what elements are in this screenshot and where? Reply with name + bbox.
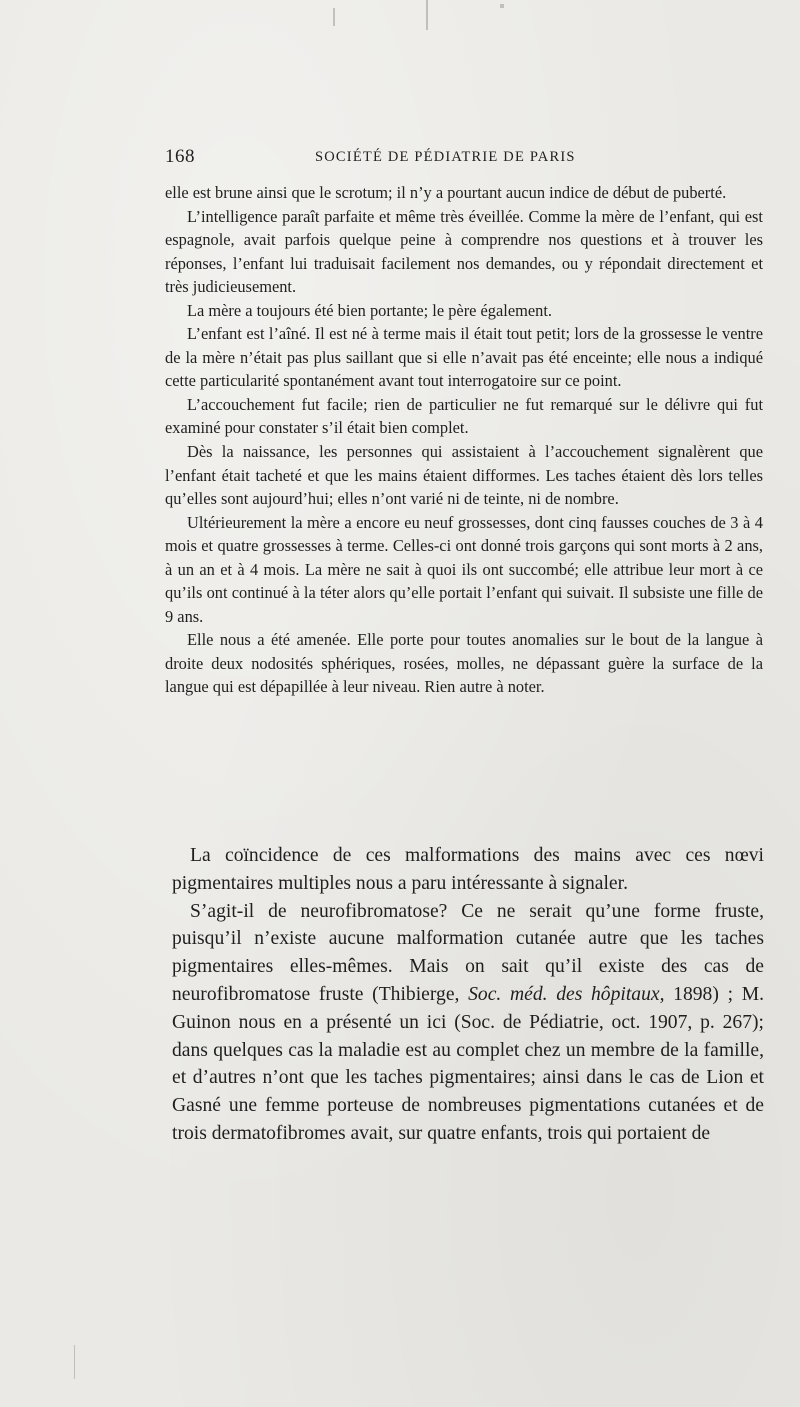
paragraph: La coïncidence de ces malformations des mains avec ces nœvi pigmentaires multiples nous a paru intéressante à signaler.: [172, 845, 764, 894]
paragraph: L’accouchement fut facile; rien de particulier ne fut remarqué sur le délivre qui fut examiné pour constater s’il était bien complet.: [165, 394, 763, 438]
citation-journal: Soc. méd. des hôpitaux,: [468, 983, 665, 1005]
journal-title: SOCIÉTÉ DE PÉDIATRIE DE PARIS: [315, 149, 576, 165]
discussion-text: [172, 842, 764, 1148]
scan-speck: [74, 1345, 75, 1379]
page-number: 168: [165, 146, 195, 167]
paragraph: Dès la naissance, les personnes qui assistaient à l’accouchement signalèrent que l’enfant était tacheté et que les mains étaient difformes. Les taches étaient dès lors telles qu’elles sont aujourd’hui; elles n’ont varié ni de teinte, ni de nombre.: [165, 442, 763, 509]
scan-speck: [333, 8, 335, 26]
running-head: [165, 146, 761, 170]
scan-speck: [500, 4, 504, 8]
paragraph: L’enfant est l’aîné. Il est né à terme mais il était tout petit; lors de la grossesse le ventre de la mère n’était pas plus saillant que si elle n’avait pas été enceinte; elle nous a indiqué cette particularité spontanément avant tout interrogatoire sur ce point.: [165, 324, 763, 391]
paragraph: Ultérieurement la mère a encore eu neuf grossesses, dont cinq fausses couches de 3 à 4 mois et quatre grossesses à terme. Celles-ci ont donné trois garçons qui sont morts à 2 ans, à un an et à 4 mois. La mère ne sait à quoi ils ont succombé; elle attribue leur mort à ce qu’ils ont continué à la téter alors qu’elle portait l’enfant qui suivait. Il subsiste une fille de 9 ans.: [165, 512, 763, 626]
case-report-text: [165, 181, 763, 699]
paragraph-text: S’agit-il de neurofibromatose? Ce ne serait qu’une forme fruste, puisqu’il n’existe aucune malformation cutanée autre que les taches pigmentaires elles-mêmes. Mais on sait qu’il existe des cas de neurofibromatose fruste (Thibierge,: [172, 900, 764, 1005]
paragraph: L’intelligence paraît parfaite et même très éveillée. Comme la mère de l’enfant, qui est espagnole, avait parfois quelque peine à comprendre nos questions et à trouver les réponses, l’enfant lui traduisait facilement nos demandes, ou y répondait directement et très judicieusement.: [165, 206, 763, 297]
paragraph: [172, 898, 764, 1148]
paragraph: elle est brune ainsi que le scrotum; il n’y a pourtant aucun indice de début de puberté.: [165, 183, 727, 202]
paragraph: La mère a toujours été bien portante; le père également.: [187, 300, 552, 320]
scan-speck: [426, 0, 428, 30]
paragraph-text: 1898) ; M. Guinon nous en a présenté un ici (Soc. de Pédiatrie, oct. 1907, p. 267); dans quelques cas la maladie est au complet chez un membre de la famille, et d’autres n’ont que les taches pigmentaires; ainsi dans le cas de Lion et Gasné une femme porteuse de nombreuses pigmentations cutanées et de trois dermatofibromes avait, sur quatre enfants, trois qui portaient de: [172, 983, 765, 1144]
paragraph: Elle nous a été amenée. Elle porte pour toutes anomalies sur le bout de la langue à droite deux nodosités sphériques, rosées, molles, ne dépassant guère la surface de la langue qui est dépapillée à leur niveau. Rien autre à noter.: [165, 630, 763, 697]
